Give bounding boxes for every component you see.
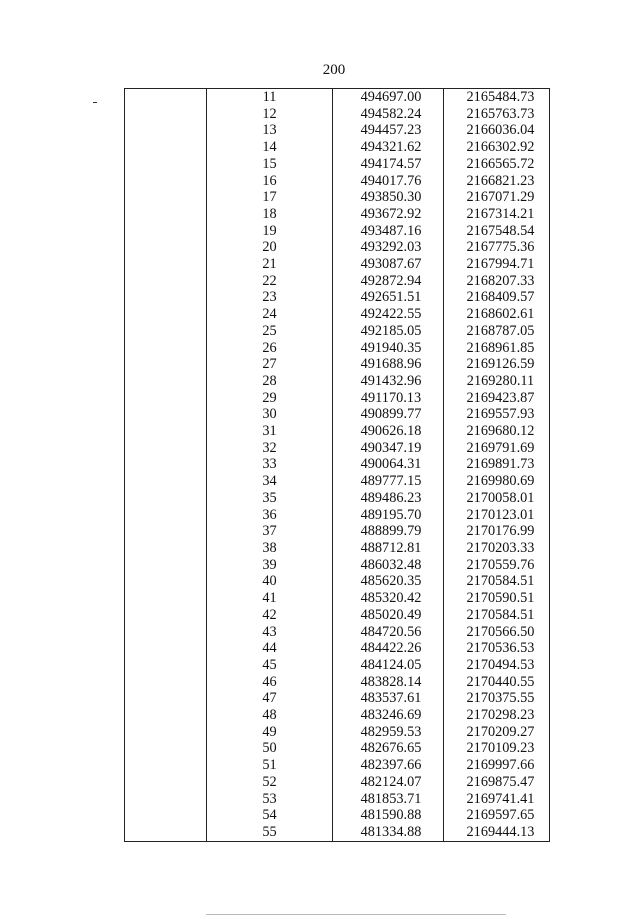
blank-cell [125,807,207,824]
y-coordinate-cell: 2166821.23 [444,173,550,190]
point-number-cell: 38 [207,540,333,557]
x-coordinate-cell: 491432.96 [333,373,444,390]
x-coordinate-cell: 493672.92 [333,206,444,223]
x-coordinate-cell: 492651.51 [333,289,444,306]
y-coordinate-cell: 2168207.33 [444,273,550,290]
table-row [125,624,550,641]
blank-cell [125,256,207,273]
x-coordinate-cell: 491940.35 [333,340,444,357]
table-row [125,473,550,490]
table-row [125,523,550,540]
y-coordinate-cell: 2167071.29 [444,189,550,206]
x-coordinate-cell: 484720.56 [333,624,444,641]
table-row [125,256,550,273]
blank-cell [125,306,207,323]
table-row [125,740,550,757]
blank-cell [125,406,207,423]
y-coordinate-cell: 2167314.21 [444,206,550,223]
point-number-cell: 42 [207,607,333,624]
table-row [125,189,550,206]
table-row [125,289,550,306]
blank-cell [125,373,207,390]
y-coordinate-cell: 2170123.01 [444,507,550,524]
blank-cell [125,657,207,674]
y-coordinate-cell: 2166565.72 [444,156,550,173]
table-row [125,156,550,173]
point-number-cell: 48 [207,707,333,724]
table-row [125,807,550,824]
blank-cell [125,456,207,473]
y-coordinate-cell: 2170566.50 [444,624,550,641]
table-row [125,340,550,357]
y-coordinate-cell: 2169980.69 [444,473,550,490]
blank-cell [125,573,207,590]
point-number-cell: 33 [207,456,333,473]
y-coordinate-cell: 2170203.33 [444,540,550,557]
blank-cell [125,590,207,607]
y-coordinate-cell: 2170590.51 [444,590,550,607]
x-coordinate-cell: 492422.55 [333,306,444,323]
blank-cell [125,139,207,156]
y-coordinate-cell: 2168961.85 [444,340,550,357]
table-row [125,774,550,791]
x-coordinate-cell: 481334.88 [333,824,444,841]
point-number-cell: 22 [207,273,333,290]
y-coordinate-cell: 2170109.23 [444,740,550,757]
y-coordinate-cell: 2169597.65 [444,807,550,824]
table-row [125,423,550,440]
point-number-cell: 45 [207,657,333,674]
table-row [125,490,550,507]
x-coordinate-cell: 485620.35 [333,573,444,590]
point-number-cell: 24 [207,306,333,323]
point-number-cell: 44 [207,640,333,657]
blank-cell [125,273,207,290]
x-coordinate-cell: 490626.18 [333,423,444,440]
blank-cell [125,724,207,741]
table-row [125,373,550,390]
table-row [125,173,550,190]
y-coordinate-cell: 2170375.55 [444,690,550,707]
table-row [125,724,550,741]
x-coordinate-cell: 494582.24 [333,106,444,123]
y-coordinate-cell: 2169423.87 [444,390,550,407]
y-coordinate-cell: 2169557.93 [444,406,550,423]
coordinates-table [124,88,550,842]
point-number-cell: 46 [207,674,333,691]
point-number-cell: 34 [207,473,333,490]
point-number-cell: 52 [207,774,333,791]
blank-cell [125,156,207,173]
y-coordinate-cell: 2169444.13 [444,824,550,841]
x-coordinate-cell: 486032.48 [333,557,444,574]
table-row [125,390,550,407]
x-coordinate-cell: 493292.03 [333,239,444,256]
blank-cell [125,289,207,306]
x-coordinate-cell: 489195.70 [333,507,444,524]
x-coordinate-cell: 490064.31 [333,456,444,473]
table-row [125,657,550,674]
y-coordinate-cell: 2170584.51 [444,607,550,624]
point-number-cell: 51 [207,757,333,774]
y-coordinate-cell: 2166036.04 [444,122,550,139]
x-coordinate-cell: 481590.88 [333,807,444,824]
table-row [125,406,550,423]
table-row [125,690,550,707]
blank-cell [125,607,207,624]
blank-cell [125,540,207,557]
table-row [125,557,550,574]
x-coordinate-cell: 494697.00 [333,89,444,106]
point-number-cell: 40 [207,573,333,590]
blank-cell [125,323,207,340]
y-coordinate-cell: 2170536.53 [444,640,550,657]
x-coordinate-cell: 481853.71 [333,791,444,808]
x-coordinate-cell: 483537.61 [333,690,444,707]
point-number-cell: 15 [207,156,333,173]
y-coordinate-cell: 2168787.05 [444,323,550,340]
y-coordinate-cell: 2167548.54 [444,223,550,240]
x-coordinate-cell: 484124.05 [333,657,444,674]
point-number-cell: 30 [207,406,333,423]
point-number-cell: 19 [207,223,333,240]
x-coordinate-cell: 489486.23 [333,490,444,507]
x-coordinate-cell: 493850.30 [333,189,444,206]
blank-cell [125,490,207,507]
table-row [125,89,550,106]
y-coordinate-cell: 2170209.27 [444,724,550,741]
table-row [125,540,550,557]
point-number-cell: 39 [207,557,333,574]
table-row [125,674,550,691]
point-number-cell: 14 [207,139,333,156]
blank-cell [125,89,207,106]
y-coordinate-cell: 2169741.41 [444,791,550,808]
y-coordinate-cell: 2170494.53 [444,657,550,674]
blank-cell [125,640,207,657]
blank-cell [125,223,207,240]
y-coordinate-cell: 2168602.61 [444,306,550,323]
y-coordinate-cell: 2170559.76 [444,557,550,574]
x-coordinate-cell: 490899.77 [333,406,444,423]
x-coordinate-cell: 491688.96 [333,356,444,373]
point-number-cell: 41 [207,590,333,607]
y-coordinate-cell: 2167994.71 [444,256,550,273]
blank-cell [125,239,207,256]
blank-cell [125,707,207,724]
margin-tick-mark [93,102,97,103]
y-coordinate-cell: 2170584.51 [444,573,550,590]
blank-cell [125,740,207,757]
x-coordinate-cell: 482397.66 [333,757,444,774]
page-number: 200 [322,62,346,78]
point-number-cell: 47 [207,690,333,707]
x-coordinate-cell: 485020.49 [333,607,444,624]
point-number-cell: 31 [207,423,333,440]
y-coordinate-cell: 2169875.47 [444,774,550,791]
y-coordinate-cell: 2170176.99 [444,523,550,540]
x-coordinate-cell: 488899.79 [333,523,444,540]
point-number-cell: 36 [207,507,333,524]
point-number-cell: 18 [207,206,333,223]
x-coordinate-cell: 483828.14 [333,674,444,691]
x-coordinate-cell: 493087.67 [333,256,444,273]
table-row [125,273,550,290]
table-row [125,456,550,473]
y-coordinate-cell: 2170298.23 [444,707,550,724]
blank-cell [125,173,207,190]
table-row [125,122,550,139]
x-coordinate-cell: 482959.53 [333,724,444,741]
table-row [125,640,550,657]
y-coordinate-cell: 2165484.73 [444,89,550,106]
x-coordinate-cell: 492185.05 [333,323,444,340]
x-coordinate-cell: 483246.69 [333,707,444,724]
point-number-cell: 32 [207,440,333,457]
x-coordinate-cell: 490347.19 [333,440,444,457]
x-coordinate-cell: 491170.13 [333,390,444,407]
blank-cell [125,473,207,490]
y-coordinate-cell: 2168409.57 [444,289,550,306]
x-coordinate-cell: 493487.16 [333,223,444,240]
blank-cell [125,122,207,139]
table-row [125,791,550,808]
table-row [125,239,550,256]
table-row [125,607,550,624]
page-bottom-rule [206,914,506,915]
blank-cell [125,757,207,774]
y-coordinate-cell: 2170440.55 [444,674,550,691]
point-number-cell: 17 [207,189,333,206]
blank-cell [125,674,207,691]
point-number-cell: 16 [207,173,333,190]
point-number-cell: 37 [207,523,333,540]
blank-cell [125,356,207,373]
point-number-cell: 28 [207,373,333,390]
y-coordinate-cell: 2166302.92 [444,139,550,156]
table-row [125,306,550,323]
table-row [125,507,550,524]
x-coordinate-cell: 484422.26 [333,640,444,657]
point-number-cell: 20 [207,239,333,256]
blank-cell [125,557,207,574]
y-coordinate-cell: 2165763.73 [444,106,550,123]
table-row [125,106,550,123]
y-coordinate-cell: 2169680.12 [444,423,550,440]
x-coordinate-cell: 482124.07 [333,774,444,791]
point-number-cell: 49 [207,724,333,741]
table-row [125,757,550,774]
coordinates-table-body [125,89,550,842]
table-row [125,824,550,841]
blank-cell [125,774,207,791]
x-coordinate-cell: 492872.94 [333,273,444,290]
table-row [125,590,550,607]
x-coordinate-cell: 485320.42 [333,590,444,607]
table-row [125,707,550,724]
point-number-cell: 35 [207,490,333,507]
blank-cell [125,690,207,707]
point-number-cell: 29 [207,390,333,407]
blank-cell [125,340,207,357]
table-row [125,206,550,223]
blank-cell [125,423,207,440]
x-coordinate-cell: 494174.57 [333,156,444,173]
blank-cell [125,106,207,123]
point-number-cell: 12 [207,106,333,123]
table-row [125,356,550,373]
blank-cell [125,824,207,841]
y-coordinate-cell: 2169280.11 [444,373,550,390]
blank-cell [125,206,207,223]
blank-cell [125,440,207,457]
x-coordinate-cell: 489777.15 [333,473,444,490]
blank-cell [125,507,207,524]
y-coordinate-cell: 2170058.01 [444,490,550,507]
x-coordinate-cell: 494017.76 [333,173,444,190]
x-coordinate-cell: 494457.23 [333,122,444,139]
blank-cell [125,624,207,641]
y-coordinate-cell: 2169997.66 [444,757,550,774]
point-number-cell: 23 [207,289,333,306]
y-coordinate-cell: 2169126.59 [444,356,550,373]
point-number-cell: 50 [207,740,333,757]
blank-cell [125,523,207,540]
point-number-cell: 26 [207,340,333,357]
table-row [125,573,550,590]
x-coordinate-cell: 494321.62 [333,139,444,156]
y-coordinate-cell: 2169891.73 [444,456,550,473]
point-number-cell: 21 [207,256,333,273]
blank-cell [125,189,207,206]
point-number-cell: 53 [207,791,333,808]
point-number-cell: 13 [207,122,333,139]
y-coordinate-cell: 2167775.36 [444,239,550,256]
point-number-cell: 25 [207,323,333,340]
table-row [125,323,550,340]
point-number-cell: 27 [207,356,333,373]
table-row [125,223,550,240]
blank-cell [125,390,207,407]
table-row [125,139,550,156]
x-coordinate-cell: 488712.81 [333,540,444,557]
table-row [125,440,550,457]
point-number-cell: 43 [207,624,333,641]
point-number-cell: 55 [207,824,333,841]
point-number-cell: 54 [207,807,333,824]
y-coordinate-cell: 2169791.69 [444,440,550,457]
x-coordinate-cell: 482676.65 [333,740,444,757]
point-number-cell: 11 [207,89,333,106]
blank-cell [125,791,207,808]
